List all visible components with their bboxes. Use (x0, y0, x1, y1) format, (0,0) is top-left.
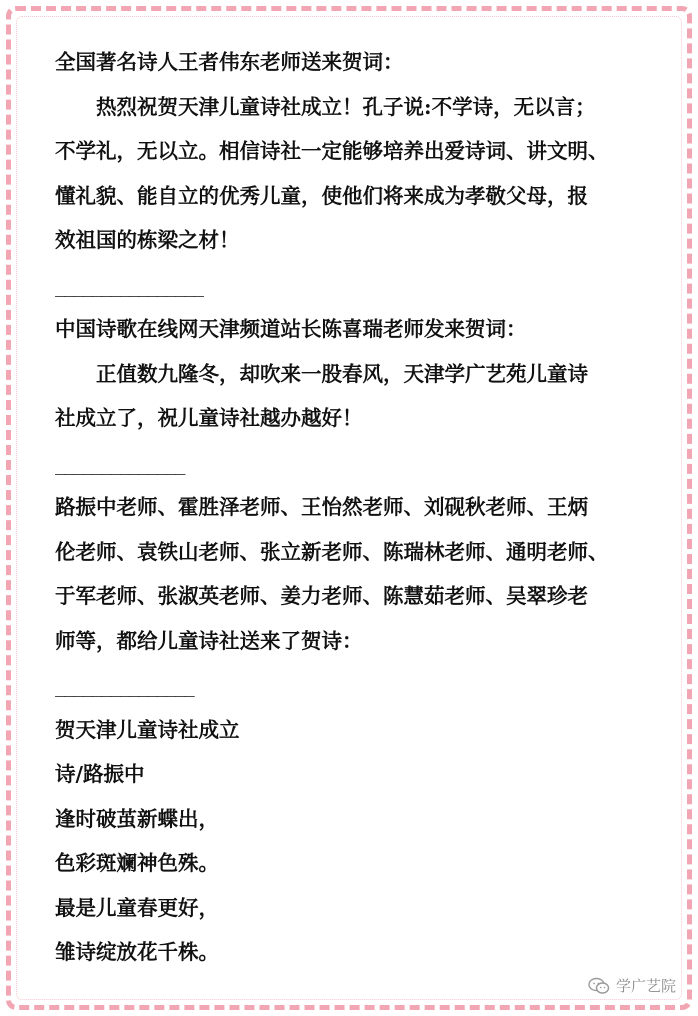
poem-line: 最是儿童春更好， (55, 895, 219, 920)
teachers-line3: 于军老师、张淑英老师、姜力老师、陈慧茹老师、吴翠珍老 (55, 584, 588, 608)
poem-author: 诗/路振中 (55, 762, 145, 786)
watermark-text: 学广艺院 (615, 977, 676, 995)
divider-3: _______________ (55, 673, 194, 697)
greeting1-para-line1: 热烈祝贺天津儿童诗社成立！孔子说:不学诗，无以言； (96, 94, 596, 119)
divider-1: ________________ (55, 272, 203, 297)
teachers-line4: 师等，都给儿童诗社送来了贺诗： (55, 628, 363, 653)
greeting2-para-line2: 社成立了，祝儿童诗社越办越好！ (55, 406, 363, 430)
greeting1-para-line4: 效祖国的栋梁之材！ (55, 228, 240, 252)
watermark (588, 975, 676, 996)
article-body (55, 40, 667, 975)
poem-line: 雏诗绽放花千株。 (55, 940, 219, 964)
greeting2-para-line1: 正值数九隆冬，却吹来一股春风，天津学广艺苑儿童诗 (96, 361, 588, 386)
teachers-line2: 伦老师、袁铁山老师、张立新老师、陈瑞林老师、通明老师、 (55, 539, 609, 564)
greeting1-para-line2: 不学礼，无以立。相信诗社一定能够培养出爱诗词、讲文明、 (55, 139, 609, 163)
poem-line: 色彩斑斓神色殊。 (55, 851, 219, 875)
poem-line: 逢时破茧新蝶出， (55, 806, 219, 831)
greeting1-para-line3: 懂礼貌、能自立的优秀儿童，使他们将来成为孝敬父母，报 (55, 183, 588, 208)
greeting2-heading: 中国诗歌在线网天津频道站长陈喜瑞老师发来贺词： (55, 317, 527, 341)
divider-2: ______________ (55, 450, 185, 475)
teachers-line1: 路振中老师、霍胜泽老师、王怡然老师、刘砚秋老师、王炳 (55, 495, 588, 519)
poem-title: 贺天津儿童诗社成立 (55, 717, 240, 742)
greeting1-heading: 全国著名诗人王者伟东老师送来贺词： (55, 50, 404, 74)
wechat-icon (588, 977, 610, 995)
